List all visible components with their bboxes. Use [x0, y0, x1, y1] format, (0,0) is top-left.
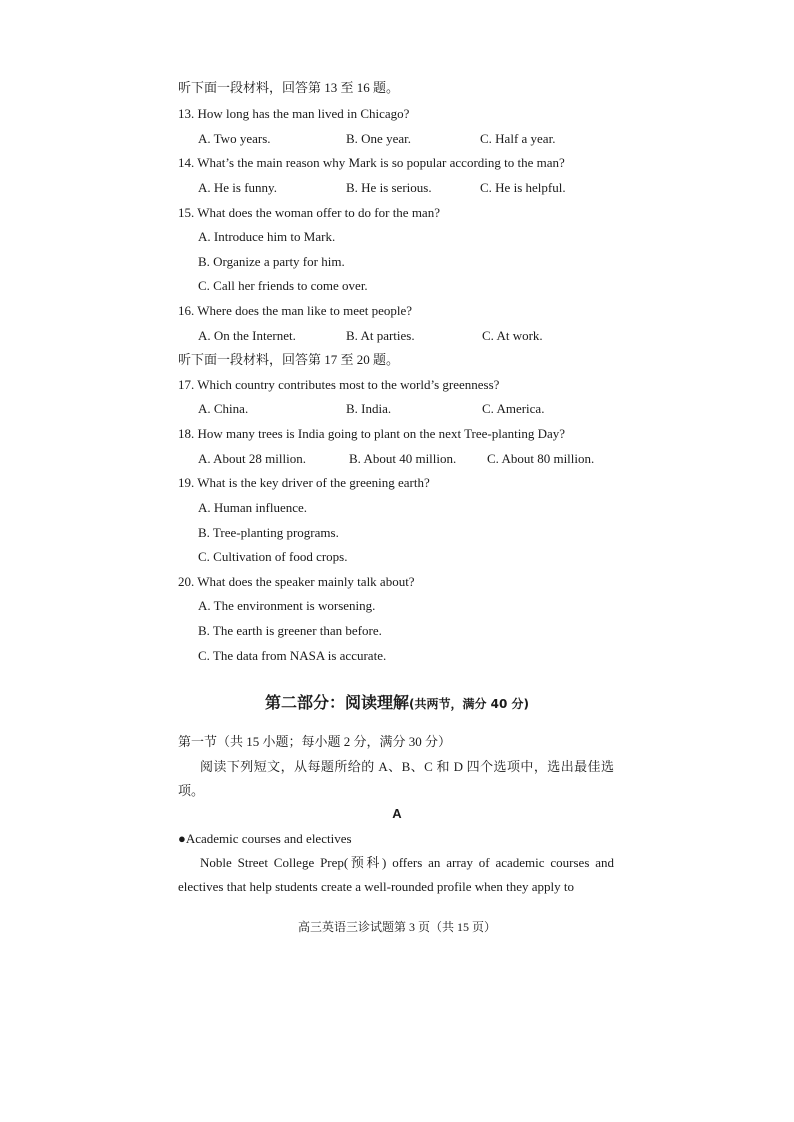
reading-instruction: 阅读下列短文，从每题所给的 A、B、C 和 D 四个选项中，选出最佳选项。 — [178, 759, 614, 798]
page-footer: 高三英语三诊试题第 3 页（共 15 页） — [297, 920, 496, 934]
question-13-option-a: A. Two years. — [198, 131, 271, 146]
part-two-title: 第二部分：阅读理解 — [264, 693, 409, 712]
question-18-option-b: B. About 40 million. — [349, 451, 457, 466]
question-15-option-b: B. Organize a party for him. — [198, 254, 345, 269]
question-13-option-b: B. One year. — [346, 131, 411, 146]
question-18-stem: 18. How many trees is India going to plant on the next Tree-planting Day? — [178, 426, 566, 441]
question-19-option-c: C. Cultivation of food crops. — [198, 549, 348, 564]
question-20-stem: 20. What does the speaker mainly talk about? — [178, 574, 415, 589]
question-15-stem: 15. What does the woman offer to do for the man? — [178, 205, 440, 220]
passage-paragraph: Noble Street College Prep(预科) offers an array of academic courses and electives that help students create a well-rounded profile when they apply to — [178, 855, 614, 894]
listening-intro-17-20: 听下面一段材料，回答第 17 至 20 题。 — [178, 352, 400, 367]
part-two-score-note: (共两节，满分 40 分) — [408, 697, 530, 711]
question-20-option-c: C. The data from NASA is accurate. — [198, 648, 387, 663]
question-18-option-c: C. About 80 million. — [487, 451, 595, 466]
listening-intro-13-16: 听下面一段材料，回答第 13 至 16 题。 — [178, 80, 400, 95]
question-14-option-c: C. He is helpful. — [480, 180, 566, 195]
question-16-option-a: A. On the Internet. — [198, 328, 296, 343]
question-17-option-a: A. China. — [198, 401, 249, 416]
question-15-option-c: C. Call her friends to come over. — [198, 278, 368, 293]
question-14-stem: 14. What’s the main reason why Mark is so popular according to the man? — [178, 155, 565, 170]
section-one-heading: 第一节（共 15 小题；每小题 2 分，满分 30 分） — [178, 734, 452, 749]
question-20-option-b: B. The earth is greener than before. — [198, 623, 382, 638]
question-19-stem: 19. What is the key driver of the greening earth? — [178, 475, 430, 490]
question-16-option-c: C. At work. — [482, 328, 543, 343]
question-20-option-a: A. The environment is worsening. — [198, 598, 376, 613]
question-16-option-b: B. At parties. — [346, 328, 415, 343]
part-two-heading — [0, 690, 794, 713]
question-13-stem: 13. How long has the man lived in Chicago? — [178, 106, 410, 121]
question-15-option-a: A. Introduce him to Mark. — [198, 229, 336, 244]
question-19-option-a: A. Human influence. — [198, 500, 308, 515]
question-13-option-c: C. Half a year. — [480, 131, 556, 146]
question-18-option-a: A. About 28 million. — [198, 451, 306, 466]
question-19-option-b: B. Tree-planting programs. — [198, 525, 339, 540]
question-14-option-a: A. He is funny. — [198, 180, 277, 195]
question-14-option-b: B. He is serious. — [346, 180, 432, 195]
question-17-option-b: B. India. — [346, 401, 392, 416]
passage-label: A — [392, 806, 402, 821]
question-17-option-c: C. America. — [482, 401, 545, 416]
question-16-stem: 16. Where does the man like to meet people? — [178, 303, 413, 318]
bullet-heading: ●Academic courses and electives — [178, 831, 352, 846]
question-17-stem: 17. Which country contributes most to the world’s greenness? — [178, 377, 500, 392]
